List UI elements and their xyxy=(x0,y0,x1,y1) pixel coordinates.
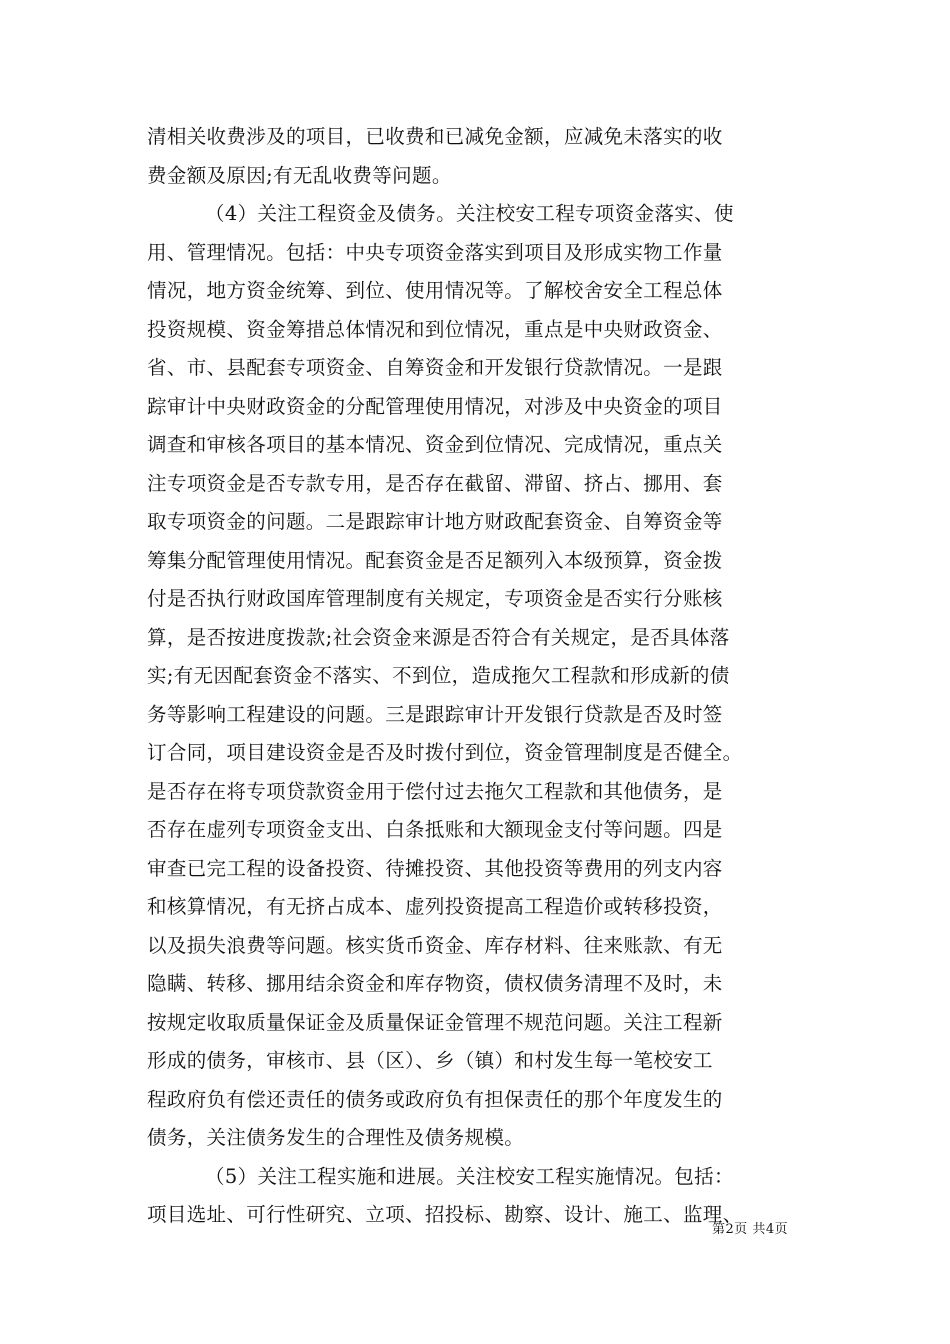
text-line: 审查已完工程的设备投资、待摊投资、其他投资等费用的列支内容 xyxy=(147,856,723,880)
text-line: 调查和审核各项目的基本情况、资金到位情况、完成情况，重点关 xyxy=(147,433,723,456)
body-text xyxy=(147,118,811,1235)
text-line: 取专项资金的问题。二是跟踪审计地方财政配套资金、自筹资金等 xyxy=(147,510,723,533)
text-line: 清相关收费涉及的项目，已收费和已减免金额，应减免未落实的收 xyxy=(147,125,723,148)
text-line: 务等影响工程建设的问题。三是跟踪审计开发银行贷款是否及时签 xyxy=(147,702,723,726)
text-line: 注专项资金是否专款专用，是否存在截留、滞留、挤占、挪用、套 xyxy=(147,471,723,495)
text-line: 是否存在将专项贷款资金用于偿付过去拖欠工程款和其他债务，是 xyxy=(147,779,723,803)
text-line: 算，是否按进度拨款;社会资金来源是否符合有关规定，是否具体落 xyxy=(147,625,730,649)
text-line: 程政府负有偿还责任的债务或政府负有担保责任的那个年度发生的 xyxy=(147,1087,723,1111)
text-line: 情况，地方资金统筹、到位、使用情况等。了解校舍安全工程总体 xyxy=(147,279,723,302)
text-line: 省、市、县配套专项资金、自筹资金和开发银行贷款情况。一是跟 xyxy=(147,356,723,379)
text-line: 隐瞒、转移、挪用结余资金和库存物资，债权债务清理不及时，未 xyxy=(147,972,723,995)
text-line: 实;有无因配套资金不落实、不到位，造成拖欠工程款和形成新的债 xyxy=(147,664,730,687)
text-line: 付是否执行财政国库管理制度有关规定，专项资金是否实行分账核 xyxy=(147,587,723,610)
text-line: 用、管理情况。包括：中央专项资金落实到项目及形成实物工作量 xyxy=(147,240,723,264)
text-line: 债务，关注债务发生的合理性及债务规模。 xyxy=(147,1126,525,1149)
text-line: 投资规模、资金筹措总体情况和到位情况，重点是中央财政资金、 xyxy=(147,317,723,341)
text-line: 项目选址、可行性研究、立项、招投标、勘察、设计、施工、监理、 xyxy=(147,1203,743,1226)
text-line: 以及损失浪费等问题。核实货币资金、库存材料、往来账款、有无 xyxy=(147,933,723,957)
text-line: （5）关注工程实施和进展。关注校安工程实施情况。包括： xyxy=(205,1164,734,1188)
text-line: 否存在虚列专项资金支出、白条抵账和大额现金支付等问题。四是 xyxy=(147,818,723,841)
text-line: （4）关注工程资金及债务。关注校安工程专项资金落实、使 xyxy=(205,202,734,225)
text-line: 费金额及原因;有无乱收费等问题。 xyxy=(147,163,452,187)
text-line: 筹集分配管理使用情况。配套资金是否足额列入本级预算，资金拨 xyxy=(147,548,723,572)
text-line: 按规定收取质量保证金及质量保证金管理不规范问题。关注工程新 xyxy=(147,1010,723,1034)
text-line: 和核算情况，有无挤占成本、虚列投资提高工程造价或转移投资， xyxy=(147,895,723,918)
page-number: 第2页 共4页 xyxy=(712,1222,789,1237)
text-line: 订合同，项目建设资金是否及时拨付到位，资金管理制度是否健全。 xyxy=(147,741,743,764)
text-line: 形成的债务，审核市、县（区）、乡（镇）和村发生每一笔校安工 xyxy=(147,1049,713,1072)
text-line: 踪审计中央财政资金的分配管理使用情况，对涉及中央资金的项目 xyxy=(147,394,723,418)
